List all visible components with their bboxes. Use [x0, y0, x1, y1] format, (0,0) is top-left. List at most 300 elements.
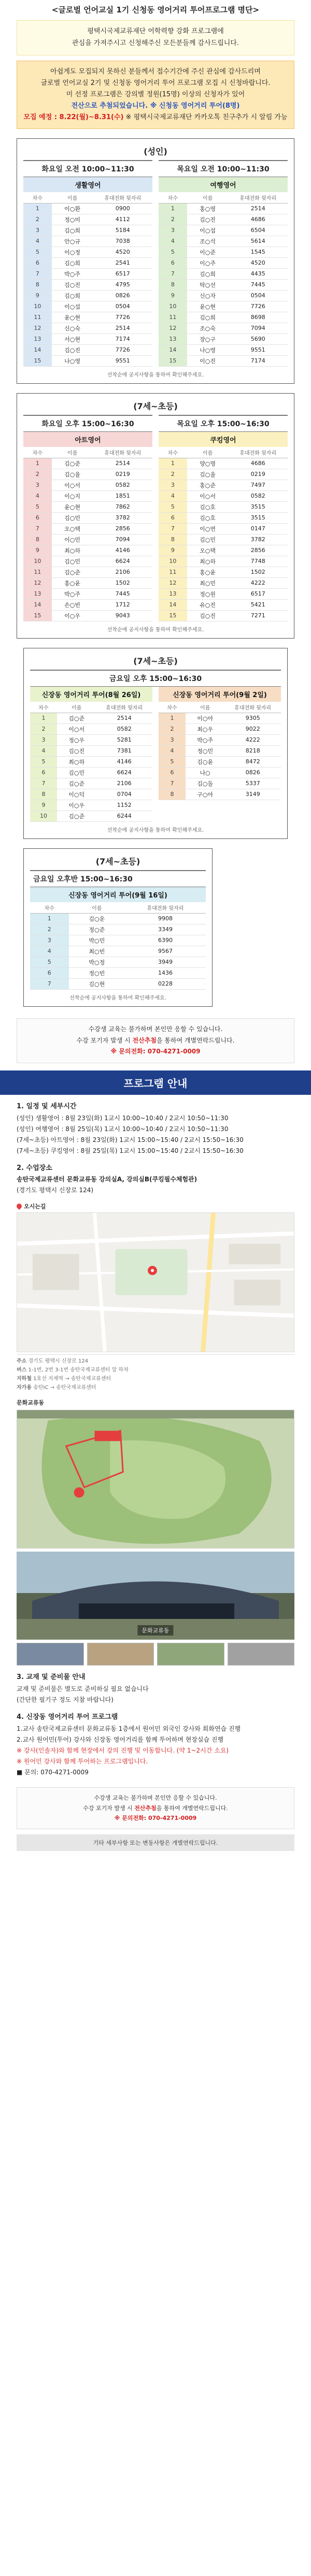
phone-suffix: 5184 [93, 225, 152, 236]
student-name: 이○연 [187, 523, 229, 534]
thumbnail[interactable] [17, 1643, 84, 1666]
table-row [159, 789, 281, 800]
table-row [23, 556, 152, 567]
phone-suffix: 8218 [224, 745, 281, 756]
phone-suffix: 8472 [224, 756, 281, 767]
student-name: 이○서 [187, 490, 229, 501]
student-name: 김○준 [57, 778, 96, 789]
phone-suffix: 6504 [228, 225, 288, 236]
table-row [23, 490, 152, 501]
table-row [159, 745, 281, 756]
student-name: 최○우 [186, 723, 225, 734]
row-number: 6 [23, 512, 52, 523]
directions-details [17, 1354, 294, 1392]
student-name: 김○준 [57, 811, 96, 821]
row-number: 2 [30, 924, 69, 935]
col-header-name: 이름 [187, 192, 229, 204]
phone-suffix: 6517 [93, 268, 152, 279]
col-header-name: 이름 [57, 702, 96, 713]
student-name: 최○하 [57, 756, 96, 767]
phone-suffix: 1851 [93, 490, 152, 501]
table-row [30, 946, 206, 957]
student-name: 김○진 [52, 279, 93, 290]
table-row [159, 599, 288, 610]
phone-suffix: 0900 [93, 203, 152, 214]
student-name: 이○섭 [52, 301, 93, 312]
contact-line [22, 1035, 289, 1047]
student-name: 박○주 [52, 268, 93, 279]
student-name: 구○아 [186, 789, 225, 800]
col-header-no: 차수 [159, 192, 187, 204]
street-map[interactable] [17, 1212, 294, 1352]
row-number: 14 [23, 599, 52, 610]
table-row [30, 800, 152, 811]
student-name: 김○진 [57, 745, 96, 756]
student-name: 정○미 [52, 214, 93, 225]
phone-suffix: 4520 [93, 247, 152, 257]
table-row [23, 512, 152, 523]
table-row [159, 512, 288, 523]
row-number: 11 [159, 567, 187, 577]
roster-table [159, 447, 288, 621]
row-number: 13 [159, 588, 187, 599]
row-number: 7 [23, 268, 52, 279]
section-title: (7세~초등) [95, 856, 140, 866]
class-name: 생활영어 [23, 177, 152, 192]
table-row [159, 214, 288, 225]
student-name: 김○진 [187, 214, 229, 225]
table-row [30, 978, 206, 989]
directions-text: 오시는길 [24, 1203, 46, 1210]
student-name: 정○원 [187, 588, 229, 599]
phone-suffix: 6390 [125, 935, 206, 946]
notice-box [17, 61, 294, 129]
phone-suffix: 7271 [228, 610, 288, 621]
phone-suffix: 3149 [224, 789, 281, 800]
col-header-phone: 휴대전화 뒷자리 [93, 192, 152, 204]
student-name: 이○서 [57, 723, 96, 734]
class-column [23, 160, 152, 367]
table-row [159, 756, 281, 767]
guide-heading: 2. 수업장소 [17, 1164, 52, 1172]
row-number: 6 [30, 967, 69, 978]
row-number: 7 [23, 523, 52, 534]
row-number: 2 [23, 469, 52, 480]
phone-suffix: 4222 [228, 577, 288, 588]
student-name: 김○준 [52, 567, 93, 577]
table-row [30, 811, 152, 821]
thumbnail[interactable] [87, 1643, 154, 1666]
student-name: 이○덕 [57, 789, 96, 800]
student-name: 나○ [186, 767, 225, 778]
memo: 선착순에 공지사항을 통하여 확인해주세요. [69, 995, 166, 1001]
phone-suffix: 0504 [93, 301, 152, 312]
table-row [159, 556, 288, 567]
class-column [159, 687, 281, 822]
final-line [22, 1803, 289, 1814]
table-row [23, 257, 152, 268]
tour-line: 1.교사 송탄국제교류센터 문화교류동 1층에서 원어민 외국인 강사와 회화연습 진행 [17, 1725, 241, 1732]
time-slot: 목요일 오전 10:00~11:30 [159, 160, 288, 177]
footer-bar: 기타 세부사항 또는 변동사항은 개별연락드립니다. [17, 1834, 294, 1851]
contact-highlight: 전산추첨 [132, 1036, 157, 1044]
phone-suffix: 4112 [93, 214, 152, 225]
row-number: 5 [30, 957, 69, 967]
table-row [159, 312, 288, 323]
row-number: 9 [159, 545, 187, 556]
row-number: 1 [159, 458, 187, 469]
contact-text: 수강 포기자 발생 시 [76, 1036, 133, 1044]
student-name: 김○민 [52, 556, 93, 567]
table-row [159, 588, 288, 599]
row-number: 3 [23, 225, 52, 236]
intro-line: 관심을 가져주시고 신청해주신 모든분들께 감사드립니다. [72, 39, 239, 47]
student-name: 김○민 [187, 534, 229, 545]
contact-line: 수강생 교육는 불가하며 본인만 응할 수 있습니다. [88, 1025, 223, 1033]
table-row [23, 279, 152, 290]
row-number: 5 [159, 501, 187, 512]
table-row [159, 290, 288, 301]
guide-heading: 3. 교재 및 준비물 안내 [17, 1673, 86, 1682]
student-name: 김○준 [52, 458, 93, 469]
student-name: 신○자 [187, 290, 229, 301]
table-row [23, 290, 152, 301]
roster-table [23, 192, 152, 367]
table-row [159, 713, 281, 723]
phone-suffix: 2106 [96, 778, 152, 789]
table-row [159, 523, 288, 534]
table-row [159, 469, 288, 480]
class-name: 신장동 영어거리 투어(9월 16일) [30, 887, 206, 902]
row-number: 11 [23, 312, 52, 323]
roster-table [30, 702, 152, 822]
phone-suffix: 7094 [228, 323, 288, 334]
student-name: 최○빈 [69, 946, 125, 957]
meta-label: 지하철 [17, 1376, 32, 1382]
student-name: 김○율 [52, 469, 93, 480]
row-number: 8 [30, 789, 57, 800]
phone-suffix: 7094 [93, 534, 152, 545]
row-number: 8 [159, 534, 187, 545]
table-row [30, 935, 206, 946]
table-row [23, 577, 152, 588]
table-row [30, 967, 206, 978]
row-number: 12 [23, 577, 52, 588]
table-row [23, 268, 152, 279]
row-number: 5 [30, 756, 57, 767]
phone-suffix: 0582 [93, 480, 152, 490]
student-name: 김○준 [57, 713, 96, 723]
col-header-name: 이름 [52, 447, 93, 458]
student-name: 정○우 [57, 734, 96, 745]
table-row [159, 301, 288, 312]
phone-suffix: 9022 [224, 723, 281, 734]
recruit-note: ※ 평택시국제교류재단 카카오톡 친구추가 시 알림 가능 [123, 113, 288, 121]
table-row [30, 745, 152, 756]
row-number: 6 [159, 512, 187, 523]
phone-suffix: 2106 [93, 567, 152, 577]
phone-suffix: 6517 [228, 588, 288, 599]
phone-suffix: 1712 [93, 599, 152, 610]
phone-suffix: 2514 [93, 458, 152, 469]
student-name: 이○정 [52, 247, 93, 257]
row-number: 4 [23, 236, 52, 247]
phone-suffix: 2856 [228, 545, 288, 556]
phone-suffix: 3782 [228, 534, 288, 545]
phone-suffix: 0219 [228, 469, 288, 480]
student-name: 박○정 [69, 957, 125, 967]
tour-line: 2.교사 원어민(투어) 강사와 신장동 영어거리를 함께 투어하며 현장실습 진행 [17, 1735, 224, 1743]
row-number: 7 [159, 268, 187, 279]
class-column [30, 687, 152, 822]
table-row [23, 247, 152, 257]
document-title: <글로벌 언어교실 1기 신청동 영어거리 투어프로그램 명단> [51, 5, 260, 15]
student-name: 손○빈 [52, 599, 93, 610]
table-row [23, 344, 152, 355]
row-number: 9 [23, 545, 52, 556]
phone-suffix: 0826 [224, 767, 281, 778]
table-row [23, 599, 152, 610]
row-number: 1 [23, 458, 52, 469]
phone-suffix: 1152 [96, 800, 152, 811]
student-name: 이○서 [52, 480, 93, 490]
row-number: 3 [30, 935, 69, 946]
final-text: 수강 포기자 발생 시 [83, 1804, 135, 1812]
class-name: 쿠킹영어 [159, 432, 288, 447]
table-row [23, 458, 152, 469]
student-name: 탁○선 [187, 279, 229, 290]
notice-line: 아쉽게도 모집되지 못하신 분들께서 접수기간에 주신 관심에 감사드리며 [50, 67, 261, 76]
campus-aerial-graphic [17, 1410, 294, 1548]
student-name: 김○민 [52, 512, 93, 523]
campus-label [17, 1398, 294, 1407]
venue-address: (경기도 평택시 신장로 124) [17, 1186, 94, 1194]
student-name: 장○구 [187, 334, 229, 344]
col-header-phone: 휴대전화 뒷자리 [224, 702, 281, 713]
table-row [23, 323, 152, 334]
row-number: 5 [23, 247, 52, 257]
phone-suffix: 0826 [93, 290, 152, 301]
row-number: 9 [30, 800, 57, 811]
student-name: 박○주 [186, 734, 225, 745]
phone-suffix: 1502 [93, 577, 152, 588]
meta-label: 주소 [17, 1358, 27, 1365]
col-header-name: 이름 [187, 447, 229, 458]
student-name: 이○준 [187, 247, 229, 257]
phone-suffix: 5421 [228, 599, 288, 610]
student-name: 이○우 [52, 610, 93, 621]
phone-suffix: 5614 [228, 236, 288, 247]
time-slot: 화요일 오후 15:00~16:30 [23, 415, 152, 432]
table-row [159, 534, 288, 545]
final-notice-box [17, 1787, 294, 1829]
row-number: 1 [159, 203, 187, 214]
recruit-period: 모집 예정 : 8.22(월)~8.31(수) [23, 113, 124, 121]
table-row [159, 279, 288, 290]
table-row [159, 567, 288, 577]
phone-suffix: 9305 [224, 713, 281, 723]
table-row [159, 778, 281, 789]
phone-suffix: 4222 [224, 734, 281, 745]
street-map-graphic [17, 1213, 294, 1352]
col-header-name: 이름 [186, 702, 225, 713]
student-name: 윤○현 [52, 312, 93, 323]
phone-suffix: 6624 [93, 556, 152, 567]
student-name: 김○현 [69, 978, 125, 989]
phone-suffix: 0582 [96, 723, 152, 734]
class-column [159, 160, 288, 367]
col-header-no: 차수 [23, 447, 52, 458]
row-number: 12 [159, 323, 187, 334]
row-number: 3 [159, 734, 186, 745]
table-row [30, 767, 152, 778]
phone-suffix: 4146 [96, 756, 152, 767]
row-number: 1 [159, 713, 186, 723]
row-number: 2 [159, 214, 187, 225]
col-header-no: 차수 [159, 702, 186, 713]
meta-value: 1호선 지제역 → 송탄국제교류센터 [33, 1376, 111, 1382]
table-row [30, 723, 152, 734]
table-row [30, 789, 152, 800]
phone-suffix: 7497 [228, 480, 288, 490]
table-row [30, 756, 152, 767]
student-name: 나○영 [52, 355, 93, 366]
row-number: 12 [23, 323, 52, 334]
memo: 선착순에 공지사항을 통하여 확인해주세요. [107, 627, 204, 633]
phone-suffix: 4686 [228, 214, 288, 225]
building-photo [17, 1552, 294, 1640]
thumbnail[interactable] [228, 1643, 295, 1666]
phone-suffix: 0228 [125, 978, 206, 989]
table-row [159, 734, 281, 745]
contact-phone: ※ 문의전화: 070-4271-0009 [110, 1048, 201, 1055]
table-row [30, 713, 152, 723]
phone-suffix: 9567 [125, 946, 206, 957]
row-number: 2 [30, 723, 57, 734]
phone-suffix: 4795 [93, 279, 152, 290]
phone-suffix: 7381 [96, 745, 152, 756]
row-number: 11 [23, 567, 52, 577]
table-row [30, 957, 206, 967]
memo: 선착순에 공지사항을 통하여 확인해주세요. [107, 827, 204, 833]
student-name: 최○하 [52, 545, 93, 556]
tour-note: ※ 원어민 강사와 함께 투어하는 프로그램입니다. [17, 1757, 148, 1765]
tour-contact: ■ 문의: 070-4271-0009 [17, 1768, 89, 1776]
phone-suffix: 6624 [96, 767, 152, 778]
row-number: 4 [30, 745, 57, 756]
student-name: 서○현 [52, 334, 93, 344]
contact-text: 을 통하여 개별연락드립니다. [156, 1036, 235, 1044]
class-column [23, 415, 152, 621]
intro-line: 평택시국제교류재단 어학력향 강화 프로그램에 [87, 27, 224, 35]
student-name: 김○호 [187, 501, 229, 512]
student-name: 오○택 [52, 523, 93, 534]
row-number: 15 [23, 355, 52, 366]
meta-label: 버스 [17, 1367, 27, 1373]
row-number: 8 [159, 279, 187, 290]
student-name: 유○진 [187, 599, 229, 610]
row-number: 6 [23, 257, 52, 268]
col-header-phone: 휴대전화 뒷자리 [125, 902, 206, 914]
section-title: (성인) [144, 146, 167, 156]
row-number: 15 [159, 610, 187, 621]
row-number: 7 [30, 778, 57, 789]
phone-suffix: 7862 [93, 501, 152, 512]
student-name: 김○희 [52, 225, 93, 236]
row-number: 3 [159, 225, 187, 236]
final-text: 을 통하여 개별연락드립니다. [156, 1804, 228, 1812]
row-number: 14 [159, 599, 187, 610]
student-name: 김○호 [187, 512, 229, 523]
guide-heading: 1. 일정 및 세부시간 [17, 1102, 77, 1110]
student-name: 김○율 [187, 469, 229, 480]
materials-line: 교재 및 준비물은 별도로 준비하실 필요 없습니다 [17, 1685, 149, 1692]
row-number: 7 [159, 523, 187, 534]
notice-line [23, 112, 288, 123]
intro-box [17, 20, 294, 55]
row-number: 12 [159, 577, 187, 588]
student-name: 나○영 [187, 344, 229, 355]
row-number: 14 [23, 344, 52, 355]
student-name: 조○숙 [187, 323, 229, 334]
row-number: 13 [23, 334, 52, 344]
phone-suffix: 2541 [93, 257, 152, 268]
time-slot: 금요일 오후 15:00~16:30 [30, 670, 281, 687]
materials-line: (간단한 필기구 정도 지참 바랍니다) [17, 1696, 114, 1703]
class-column [159, 415, 288, 621]
phone-suffix: 3515 [228, 512, 288, 523]
table-row [23, 334, 152, 344]
row-number: 9 [23, 290, 52, 301]
phone-suffix: 1436 [125, 967, 206, 978]
row-number: 5 [23, 501, 52, 512]
table-row [159, 767, 281, 778]
col-header-name: 이름 [69, 902, 125, 914]
row-number: 10 [30, 811, 57, 821]
roster-table [30, 902, 206, 990]
row-number: 2 [23, 214, 52, 225]
phone-suffix: 1502 [228, 567, 288, 577]
row-number: 13 [159, 334, 187, 344]
table-row [23, 480, 152, 490]
thumbnail[interactable] [157, 1643, 224, 1666]
phone-suffix: 0219 [93, 469, 152, 480]
table-row [159, 344, 288, 355]
phone-suffix: 7174 [228, 355, 288, 366]
student-name: 이○아 [186, 713, 225, 723]
meta-value: 경기도 평택시 신장로 124 [28, 1358, 89, 1365]
table-row [159, 545, 288, 556]
phone-suffix: 9551 [93, 355, 152, 366]
table-row [23, 214, 152, 225]
phone-suffix: 4146 [93, 545, 152, 556]
row-number: 10 [159, 556, 187, 567]
student-name: 박○민 [69, 935, 125, 946]
row-number: 2 [159, 723, 186, 734]
row-number: 6 [159, 257, 187, 268]
row-number: 10 [23, 556, 52, 567]
row-number: 1 [30, 713, 57, 723]
phone-suffix: 9551 [228, 344, 288, 355]
notice-line: 글로벌 언어교실 2기 및 신청동 영어거리 투어 프로그램 모집 시 신청바랍니다. [40, 79, 271, 87]
student-name: 조○석 [187, 236, 229, 247]
col-header-phone: 휴대전화 뒷자리 [93, 447, 152, 458]
phone-suffix: 4435 [228, 268, 288, 279]
phone-suffix: 7748 [228, 556, 288, 567]
row-number: 7 [30, 978, 69, 989]
row-number: 15 [23, 610, 52, 621]
student-name: 박○주 [52, 588, 93, 599]
